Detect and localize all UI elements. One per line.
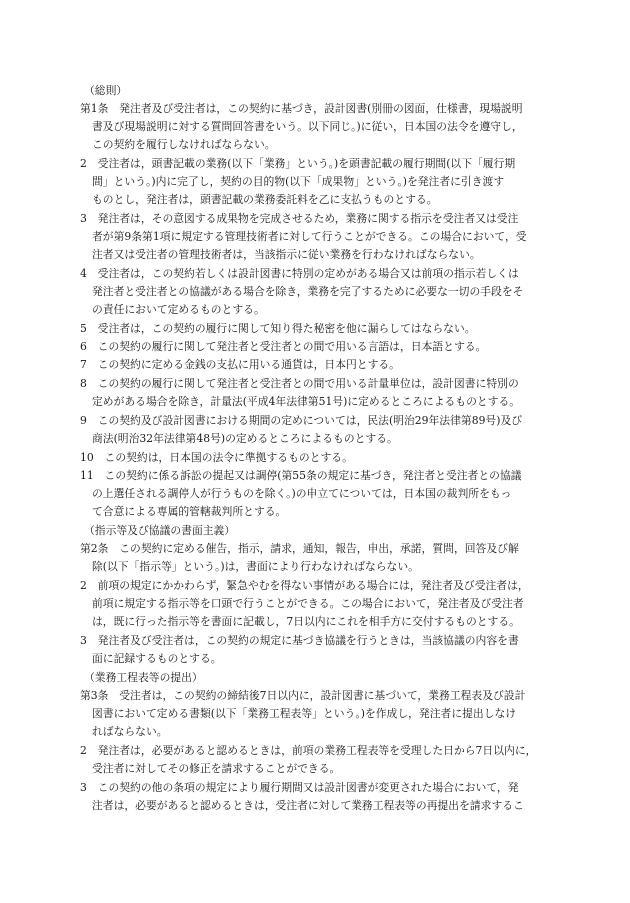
article-1-para-9: 9 この契約及び設計図書における期間の定めについては，民法(明治29年法律第89号)及び	[80, 414, 523, 427]
article-1-para-8: 8 この契約の履行に関して発注者と受注者との間で用いる計量単位は，設計図書に特別の	[80, 377, 519, 390]
article-1-para-4: 発注者と受注者との協議がある場合を除き，業務を完了するために必要な一切の手段をそ	[92, 285, 524, 298]
section-heading-general: （総則）	[84, 84, 128, 97]
article-1-text: この契約を履行しなければならない。	[92, 138, 276, 151]
article-1-para-3: 者が第9条第1項に規定する管理技術者に対して行うことができる。この場合において，受	[92, 230, 527, 243]
article-1-para-11: て合意による専属的管轄裁判所とする。	[92, 505, 287, 518]
article-2-para-2: 2 前項の規定にかかわらず，緊急やむを得ない事情がある場合には，発注者及び受注者は，	[80, 579, 529, 592]
article-1-para-5: 5 受注者は，この契約の履行に関して知り得た秘密を他に漏らしてはならない。	[80, 322, 476, 335]
article-1-para-2: 間」という。)内に完了し，契約の目的物(以下「成果物」という。)を発注者に引き渡す	[92, 175, 505, 188]
section-heading-schedule: （業務工程表等の提出）	[84, 671, 203, 684]
article-1-para-11: の上選任される調停人が行うものを除く。)の申立てについては，日本国の裁判所をもっ	[92, 487, 512, 500]
article-1-para-11: 11 この契約に係る訴訟の提起又は調停(第55条の規定に基づき，発注者と受注者との協議	[80, 469, 522, 482]
article-2-para-2: 前項に規定する指示等を口頭で行うことができる。この場合において，発注者及び受注者	[92, 597, 524, 610]
article-3-para-3: 注者は，必要があると認めるときは，受注者に対して業務工程表等の再提出を請求するこ	[92, 799, 524, 812]
article-3-text: ればならない。	[92, 725, 168, 738]
article-1-para-4: の責任において定めるものとする。	[92, 303, 265, 316]
article-1-para-6: 6 この契約の履行に関して発注者と受注者との間で用いる言語は，日本語とする。	[80, 340, 487, 353]
article-1-para-3: 注者又は受注者の管理技術者は，当該指示に従い業務を行わなければならない。	[92, 248, 481, 261]
article-1-para-9: 商法(明治32年法律第48号)の定めるところによるものとする。	[92, 432, 398, 445]
article-3-para-2: 2 発注者は，必要があると認めるときは，前項の業務工程表等を受理した日から7日以内に，	[80, 744, 537, 757]
article-3-text: 図書において定める書類(以下「業務工程表等」という。)を作成し，発注者に提出しなけ	[92, 707, 517, 720]
article-3-para-2: 受注者に対してその修正を請求することができる。	[92, 762, 341, 775]
article-1-text: 書及び現場説明に対する質問回答書をいう。以下同じ。)に従い，日本国の法令を遵守し，	[92, 120, 523, 133]
article-1-text: 第1条 発注者及び受注者は，この契約に基づき，設計図書(別冊の図面，仕様書，現場説明	[80, 102, 523, 115]
section-heading-instructions: （指示等及び協議の書面主義）	[84, 524, 236, 537]
article-3-para-3: 3 この契約の他の条項の規定により履行期間又は設計図書が変更された場合において，発	[80, 781, 519, 794]
article-1-para-8: 定めがある場合を除き，計量法(平成4年法律第51号)に定めるところによるものとする。	[92, 395, 521, 408]
article-2-para-3: 3 発注者及び受注者は，この契約の規定に基づき協議を行うときは，当該協議の内容を書	[80, 634, 519, 647]
article-1-para-10: 10 この契約は，日本国の法令に準拠するものとする。	[80, 451, 353, 464]
article-2-text: 第2条 この契約に定める催告，指示，請求，通知，報告，申出，承諾，質問，回答及び解	[80, 542, 519, 555]
article-3-text: 第3条 受注者は，この契約の締結後7日以内に，設計図書に基づいて，業務工程表及び設計	[80, 689, 526, 702]
article-1-para-4: 4 受注者は，この契約若しくは設計図書に特別の定めがある場合又は前項の指示若しくは	[80, 267, 519, 280]
article-2-text: 除(以下「指示等」という。)は，書面により行わなければならない。	[92, 560, 419, 573]
article-1-para-2: 2 受注者は，頭書記載の業務(以下「業務」という。)を頭書記載の履行期間(以下「履行期	[80, 157, 516, 170]
article-1-para-2: ものとし，発注者は，頭書記載の業務委託料を乙に支払うものとする。	[92, 193, 438, 206]
article-2-para-3: 面に記録するものとする。	[92, 652, 222, 665]
article-2-para-2: は，既に行った指示等を書面に記載し，7日以内にこれを相手方に交付するものとする。	[92, 615, 520, 628]
article-1-para-3: 3 発注者は，その意図する成果物を完成させるため，業務に関する指示を受注者又は受注	[80, 212, 519, 225]
article-1-para-7: 7 この契約に定める金銭の支払に用いる通貨は，日本円とする。	[80, 358, 400, 371]
